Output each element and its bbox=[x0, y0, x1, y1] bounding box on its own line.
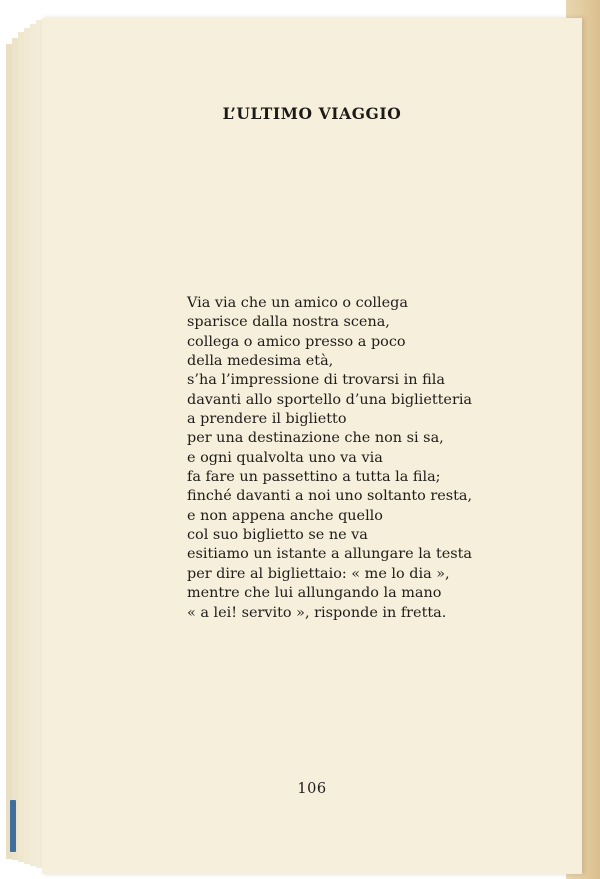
poem-line: e ogni qualvolta uno va via bbox=[187, 449, 383, 466]
book-page bbox=[42, 18, 582, 874]
poem-line: della medesima età, bbox=[187, 353, 334, 370]
poem-line: « a lei! servito », risponde in fretta. bbox=[187, 604, 447, 621]
poem-line: sparisce dalla nostra scena, bbox=[187, 314, 390, 331]
poem-line: col suo biglietto se ne va bbox=[187, 527, 368, 544]
poem-title: L’ULTIMO VIAGGIO bbox=[222, 104, 402, 123]
poem-line: collega o amico presso a poco bbox=[187, 333, 406, 350]
poem-line: per una destinazione che non si sa, bbox=[187, 430, 444, 447]
poem-line: a prendere il biglietto bbox=[187, 411, 347, 428]
poem-line: Via via che un amico o collega bbox=[187, 295, 408, 311]
poem-line: esitiamo un istante a allungare la testa bbox=[187, 546, 472, 563]
poem-line: per dire al bigliettaio: « me lo dia », bbox=[187, 565, 450, 582]
poem-line: s’ha l’impressione di trovarsi in fila bbox=[187, 372, 445, 389]
page-number: 106 bbox=[297, 781, 327, 797]
poem-line: e non appena anche quello bbox=[187, 507, 383, 524]
poem-line: davanti allo sportello d’una biglietteria bbox=[187, 391, 473, 408]
poem-line: mentre che lui allungando la mano bbox=[187, 585, 442, 602]
spine-accent bbox=[10, 800, 16, 852]
poem-body bbox=[187, 294, 472, 623]
poem-line: finché davanti a noi uno soltanto resta, bbox=[187, 488, 473, 505]
poem-line: fa fare un passettino a tutta la fila; bbox=[187, 469, 441, 486]
